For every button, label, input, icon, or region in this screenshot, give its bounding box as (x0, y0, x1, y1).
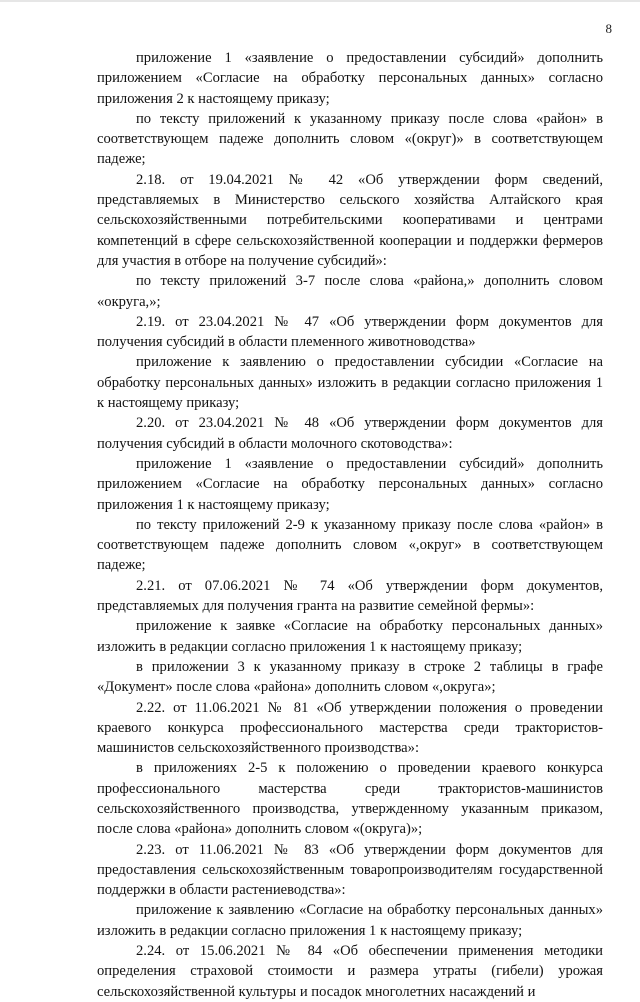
paragraph-application-consent: приложение к заявке «Согласие на обработку персональных данных» изложить в редакции согласно приложения 1 к настоящему приказу; (97, 618, 603, 655)
scan-top-edge (0, 0, 640, 2)
paragraph-item-2-19: 2.19. от 23.04.2021 № 47 «Об утверждении форм документов для получения субсидий в области племенного животноводства» (97, 313, 603, 351)
paragraph-district-okrug: по тексту приложений к указанному приказу после слова «район» в соответствующем падеже дополнить словом «(округ)» в соответствующем падеже; (97, 110, 603, 168)
paragraph-item-2-24: 2.24. от 15.06.2021 № 84 «Об обеспечении применения методики определения страховой стоимости и размера утраты (гибели) урожая сельскохозяйственной культуры и посадок многолетних насаждений и (97, 943, 603, 1000)
paragraph-appendix-3-table: в приложении 3 к указанному приказу в строке 2 таблицы в графе «Документ» после слова «района» дополнить словом «,округа»; (97, 658, 603, 696)
paragraph-appendices-2-5: в приложениях 2-5 к положению о проведении краевого конкурса профессионального мастерства среди трактористов-машинистов сельскохозяйственного производства, утвержденному указанным приказом, после слова «района» дополнить словом «(округа)»; (97, 760, 603, 838)
paragraph-item-2-22: 2.22. от 11.06.2021 № 81 «Об утверждении положения о проведении краевого конкурса профессионального мастерства среди трактористов-машинистов сельскохозяйственного производства»: (97, 699, 603, 757)
paragraph-item-2-18: 2.18. от 19.04.2021 № 42 «Об утверждении форм сведений, представляемых в Министерство сельского хозяйства Алтайского края сельскохозяйственными потребительскими кооперативами и центрами компетенций в сфере сельскохозяйственной кооперации и поддержки фермеров для участия в отборе на получение субсидий»: (97, 171, 603, 269)
paragraph-appendices-2-9: по тексту приложений 2-9 к указанному приказу после слова «район» в соответствующем падеже дополнить словом «,округ» в соответствующем падеже; (97, 516, 603, 574)
paragraph-appendix-1-consent-2: приложение 1 «заявление о предоставлении субсидий» дополнить приложением «Согласие на обработку персональных данных» согласно приложения 1 к настоящему приказу; (97, 455, 603, 513)
page-number: 8 (605, 21, 612, 36)
document-body (97, 48, 603, 1002)
paragraph-statement-consent: приложение к заявлению «Согласие на обработку персональных данных» изложить в редакции согласно приложения 1 к настоящему приказу; (97, 902, 603, 939)
paragraph-appendix-1-consent: приложение 1 «заявление о предоставлении субсидий» дополнить приложением «Согласие на обработку персональных данных» согласно приложения 2 к настоящему приказу; (97, 50, 603, 107)
paragraph-item-2-23: 2.23. от 11.06.2021 № 83 «Об утверждении форм документов для предоставления сельскохозяйственным товаропроизводителям государственной поддержки в области растениеводства»: (97, 841, 603, 899)
paragraph-appendices-3-7: по тексту приложений 3-7 после слова «района,» дополнить словом «округа,»; (97, 273, 603, 310)
paragraph-item-2-20: 2.20. от 23.04.2021 № 48 «Об утверждении форм документов для получения субсидий в области молочного скотоводства»: (97, 415, 603, 452)
paragraph-subsidy-consent: приложение к заявлению о предоставлении субсидии «Согласие на обработку персональных данных» изложить в редакции согласно приложения 1 к настоящему приказу; (97, 354, 603, 412)
paragraph-item-2-21: 2.21. от 07.06.2021 № 74 «Об утверждении форм документов, представляемых для получения гранта на развитие семейной фермы»: (97, 577, 603, 615)
